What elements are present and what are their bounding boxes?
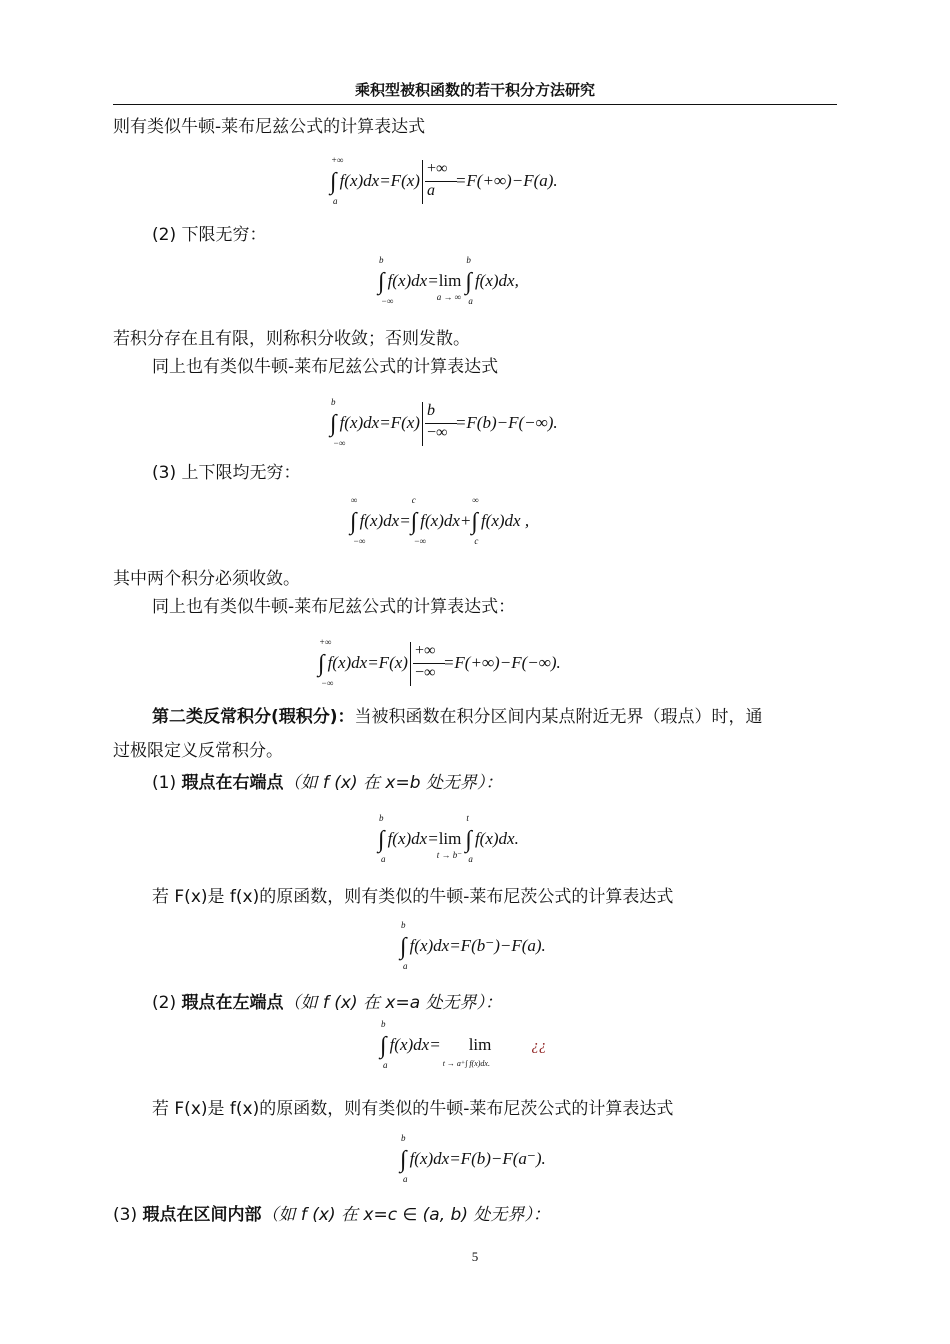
paragraph: 同上也有类似牛顿-莱布尼兹公式的计算表达式 [152,357,499,377]
paragraph: 过极限定义反常积分。 [113,741,283,761]
paragraph: 若 F(x)是 f(x)的原函数，则有类似的牛顿-莱布尼茨公式的计算表达式 [152,1099,674,1119]
paragraph: (3) 上下限均无穷： [152,463,301,483]
equation-1: ∫ +∞ a f(x)dx=F(x) +∞ a =F(+∞)−F(a). [330,155,558,206]
equation-5: ∫ +∞ −∞ f(x)dx=F(x) +∞ −∞ =F(+∞)−F(−∞). [318,637,561,688]
paragraph: (1) 瑕点在右端点（如 f (x) 在 x=b 处无界）： [152,773,503,793]
paragraph: 同上也有类似牛顿-莱布尼兹公式的计算表达式： [152,597,516,617]
paragraph: 若积分存在且有限，则称积分收敛；否则发散。 [113,329,470,349]
paragraph: (2) 下限无穷： [152,225,267,245]
paragraph: (2) 瑕点在左端点（如 f (x) 在 x=a 处无界）： [152,993,503,1013]
paragraph: 则有类似牛顿-莱布尼兹公式的计算表达式 [113,117,426,137]
paragraph: 其中两个积分必须收敛。 [113,569,300,589]
running-header: 乘积型被积函数的若干积分方法研究 [113,80,837,105]
paragraph: 第二类反常积分(瑕积分)：当被积函数在积分区间内某点附近无界（瑕点）时，通 [152,707,763,727]
page-number: 5 [471,1249,479,1264]
equation-7: ∫ b a f(x)dx=F(b⁻)−F(a). [400,920,546,971]
equation-2: ∫ b −∞ f(x)dx=lim a → ∞ ∫ b a f(x)dx, [378,255,519,306]
equation-9: ∫ b a f(x)dx=F(b)−F(a⁻). [400,1133,546,1184]
paragraph: (3) 瑕点在区间内部（如 f (x) 在 x=c ∈ (a, b) 处无界）： [113,1205,550,1225]
equation-8: ∫ b a f(x)dx= lim t → a⁺∫ f(x)dx. ¿¿ [380,1019,547,1070]
paragraph: 若 F(x)是 f(x)的原函数，则有类似的牛顿-莱布尼茨公式的计算表达式 [152,887,674,907]
equation-4: ∫ ∞ −∞ f(x)dx=∫ c −∞ f(x)dx+∫ ∞ c f(x)dx , [350,495,530,546]
equation-6: ∫ b a f(x)dx=lim t → b⁻ ∫ t a f(x)dx. [378,813,519,864]
equation-3: ∫ b −∞ f(x)dx=F(x) b −∞ =F(b)−F(−∞). [330,397,558,448]
